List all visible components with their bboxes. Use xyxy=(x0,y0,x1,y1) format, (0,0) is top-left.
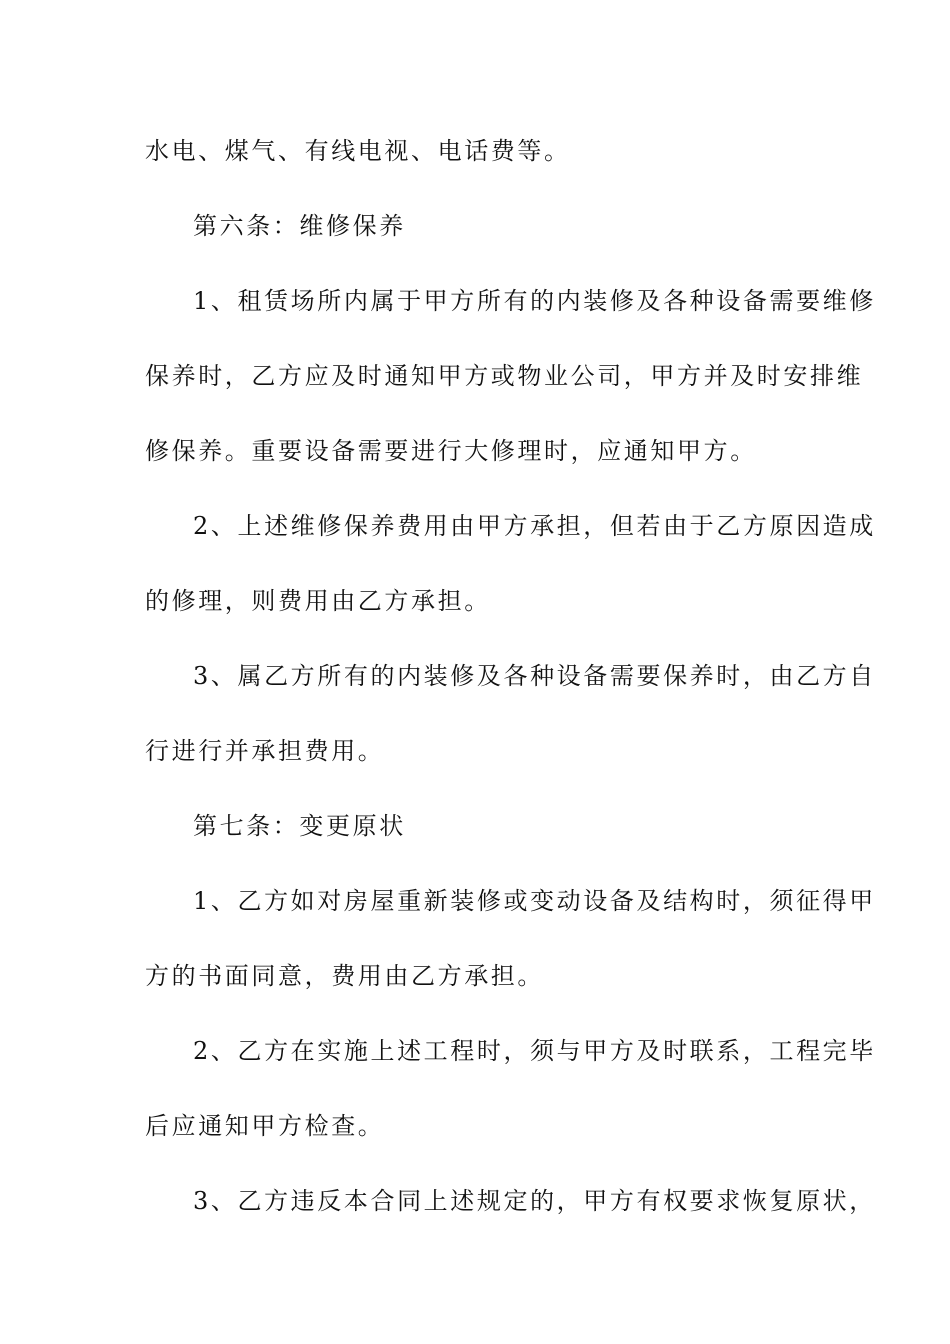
clause-7-2-line-2: 后应通知甲方检查。 xyxy=(145,1112,385,1140)
clause-7-1-line-1: 1、乙方如对房屋重新装修或变动设备及结构时，须征得甲 xyxy=(193,887,876,915)
clause-6-1-line-3: 修保养。重要设备需要进行大修理时，应通知甲方。 xyxy=(145,437,757,465)
clause-6-1-line-2: 保养时，乙方应及时通知甲方或物业公司，甲方并及时安排维 xyxy=(145,362,864,390)
section-heading-7: 第七条：变更原状 xyxy=(193,812,406,840)
clause-6-2-line-2: 的修理，则费用由乙方承担。 xyxy=(145,587,491,615)
clause-7-1-line-2: 方的书面同意，费用由乙方承担。 xyxy=(145,962,544,990)
clause-7-2-line-1: 2、乙方在实施上述工程时，须与甲方及时联系，工程完毕 xyxy=(193,1037,876,1065)
body-text-line: 水电、煤气、有线电视、电话费等。 xyxy=(145,137,571,165)
clause-7-3-line-1: 3、乙方违反本合同上述规定的，甲方有权要求恢复原状， xyxy=(193,1187,876,1215)
clause-6-2-line-1: 2、上述维修保养费用由甲方承担，但若由于乙方原因造成 xyxy=(193,512,876,540)
section-heading-6: 第六条：维修保养 xyxy=(193,212,406,240)
clause-6-3-line-2: 行进行并承担费用。 xyxy=(145,737,385,765)
clause-6-1-line-1: 1、租赁场所内属于甲方所有的内装修及各种设备需要维修 xyxy=(193,287,876,315)
clause-6-3-line-1: 3、属乙方所有的内装修及各种设备需要保养时，由乙方自 xyxy=(193,662,876,690)
